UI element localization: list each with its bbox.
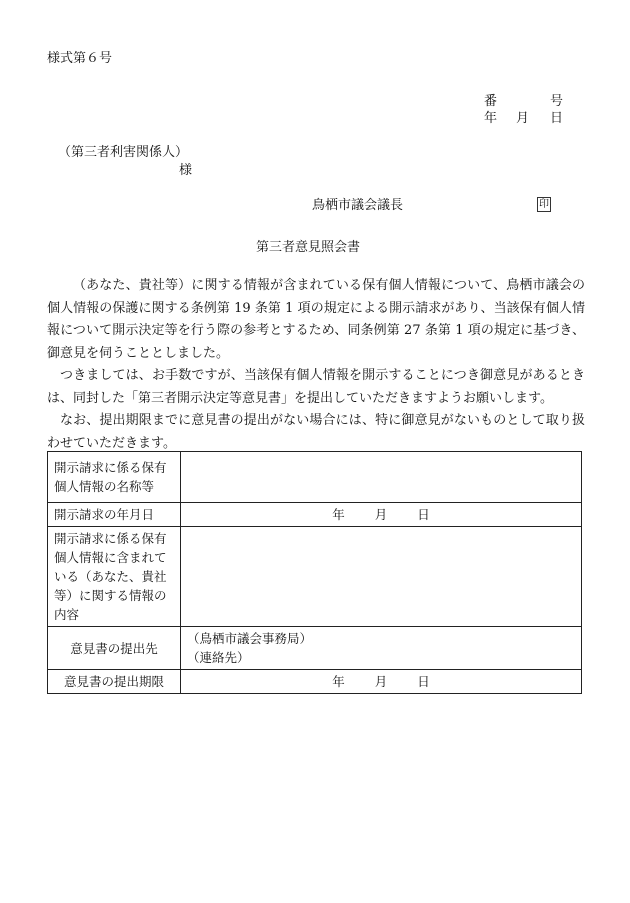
submit-to-contact: （連絡先）: [187, 650, 250, 665]
table-row: [48, 670, 582, 694]
info-table: [47, 451, 582, 694]
row-label-request-date: 開示請求の年月日: [48, 503, 181, 527]
date-day-label: 日: [550, 111, 564, 126]
table-row: [48, 527, 582, 627]
number-label-left: 番: [484, 94, 498, 109]
request-date-year: 年: [332, 507, 345, 522]
seal-icon: 印: [539, 199, 549, 210]
row-label-deadline: 意見書の提出期限: [48, 670, 181, 694]
request-date-month: 月: [374, 507, 388, 522]
seal-mark: [537, 196, 551, 212]
row-value-submit-to[interactable]: [181, 627, 582, 670]
table-row: [48, 627, 582, 670]
row-value-deadline[interactable]: [181, 670, 582, 694]
sender-name: 鳥栖市議会議長: [312, 198, 404, 213]
submit-to-office: （鳥栖市議会事務局）: [187, 631, 313, 646]
row-value-request-date[interactable]: [181, 503, 582, 527]
row-label-info-name: 開示請求に係る保有個人情報の名称等: [48, 452, 181, 503]
table-row: [48, 452, 582, 503]
addressee-honorific: 様: [179, 163, 193, 178]
deadline-year: 年: [332, 674, 345, 689]
row-label-info-content: 開示請求に係る保有個人情報に含まれている（あなた、貴社等）に関する情報の内容: [48, 527, 181, 627]
number-label-right: 号: [550, 94, 564, 109]
addressee-line: （第三者利害関係人）: [58, 145, 189, 160]
row-label-submit-to: 意見書の提出先: [48, 627, 181, 670]
body-paragraph-2: つきましては、お手数ですが、当該保有個人情報を開示することにつき御意見があるときは、同封した「第三者開示決定等意見書」を提出していただきますようお願いします。: [47, 368, 585, 406]
body-paragraph-1: （あなた、貴社等）に関する情報が含まれている保有個人情報について、鳥栖市議会の個人情報の保護に関する条例第 19 条第 1 項の規定による開示請求があり、当該保有個人情報について開示決定等を行う際の参考とするため、同条例第 27 条第 1 項の規定に基づき、御意見を伺うこととしました。: [47, 278, 585, 361]
deadline-day: 日: [417, 674, 430, 689]
row-value-info-content[interactable]: [181, 527, 582, 627]
date-month-label: 月: [516, 111, 530, 126]
deadline-month: 月: [374, 674, 388, 689]
form-number: 様式第６号: [47, 51, 113, 66]
document-title: 第三者意見照会書: [256, 240, 361, 255]
date-year-label: 年: [484, 111, 498, 126]
table-row: [48, 503, 582, 527]
request-date-day: 日: [417, 507, 430, 522]
body-paragraph-3: なお、提出期限までに意見書の提出がない場合には、特に御意見がないものとして取り扱わせていただきます。: [47, 413, 585, 451]
row-value-info-name[interactable]: [181, 452, 582, 503]
body-text: [47, 275, 585, 455]
